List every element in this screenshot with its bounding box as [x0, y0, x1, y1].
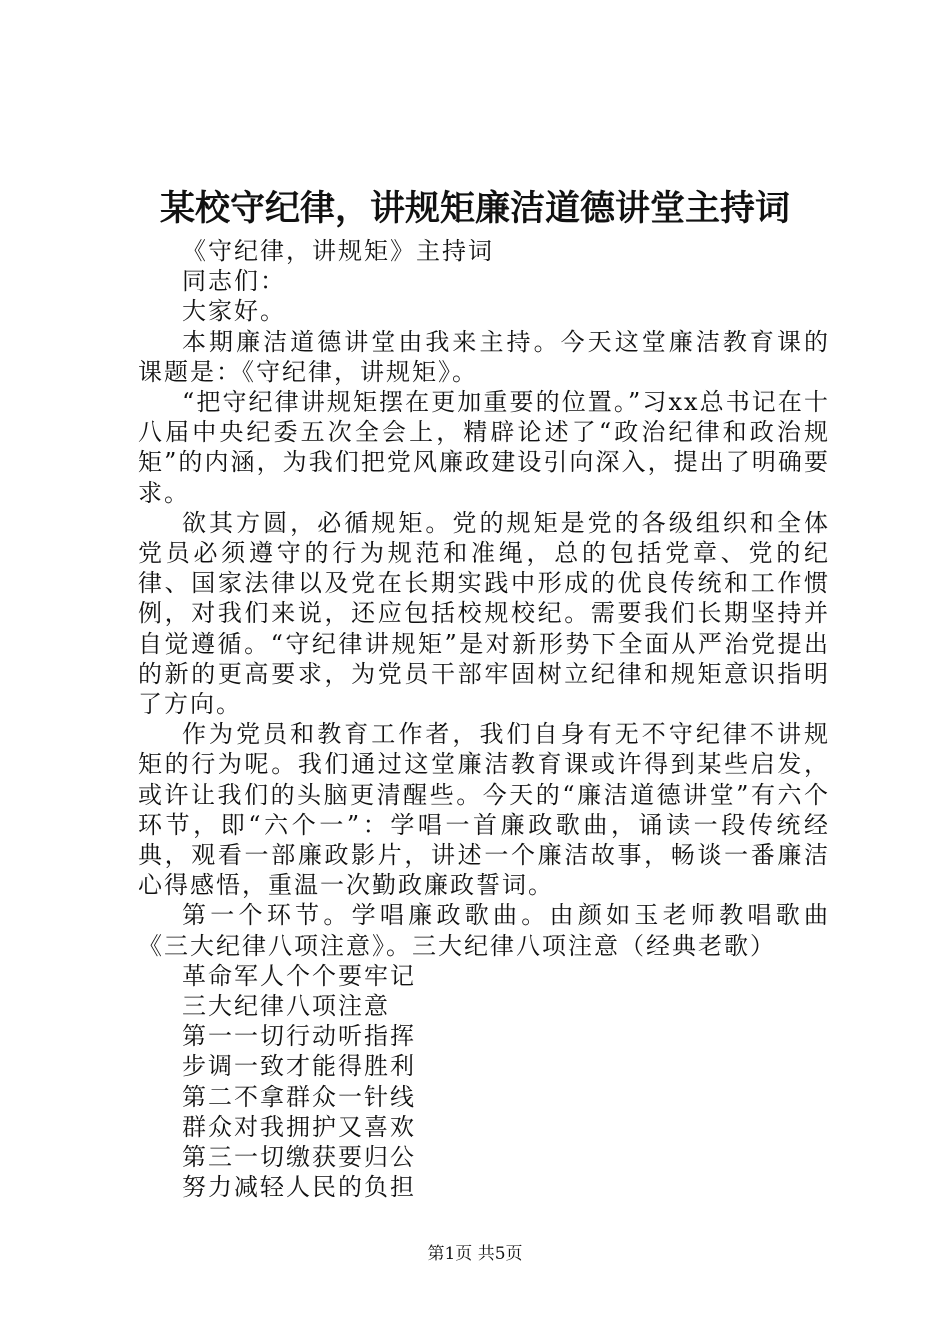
lyric-line: 第一一切行动听指挥	[182, 1022, 416, 1051]
paragraph: 大家好。	[182, 297, 286, 326]
lyric-line: 群众对我拥护又喜欢	[182, 1112, 416, 1141]
lyric-line: 步调一致才能得胜利	[182, 1052, 416, 1081]
document-body	[138, 236, 830, 1203]
paragraph: 欲其方圆，必循规矩。党的规矩是党的各级组织和全体党员必须遵守的行为规范和准绳，总的包括党章、党的纪律、国家法律以及党在长期实践中形成的优良传统和工作惯例，对我们来说，还应包括校规校纪。需要我们长期坚持并自觉遵循。“守纪律讲规矩”是对新形势下全面从严治党提出的新的更高要求，为党员干部牢固树立纪律和规矩意识指明了方向。	[138, 508, 830, 719]
paragraph: 第一个环节。学唱廉政歌曲。由颜如玉老师教唱歌曲《三大纪律八项注意》。三大纪律八项注意（经典老歌）	[138, 901, 830, 960]
paragraph: 《守纪律，讲规矩》主持词	[182, 237, 494, 265]
lyric-line: 努力减轻人民的负担	[182, 1173, 416, 1202]
paragraph: “把守纪律讲规矩摆在更加重要的位置。”习xx总书记在十八届中央纪委五次全会上，精辟论述了“政治纪律和政治规矩”的内涵，为我们把党风廉政建设引向深入，提出了明确要求。	[138, 388, 830, 507]
page-footer: 第1页 共5页	[427, 1244, 523, 1264]
lyric-line: 三大纪律八项注意	[182, 992, 390, 1021]
lyric-line: 第二不拿群众一针线	[182, 1082, 416, 1111]
lyric-line: 第三一切缴获要归公	[182, 1143, 416, 1172]
paragraph: 本期廉洁道德讲堂由我来主持。今天这堂廉洁教育课的课题是：《守纪律，讲规矩》。	[138, 327, 830, 386]
lyric-line: 革命军人个个要牢记	[182, 961, 416, 990]
paragraph: 同志们：	[182, 267, 286, 296]
paragraph: 作为党员和教育工作者，我们自身有无不守纪律不讲规矩的行为呢。我们通过这堂廉洁教育课或许得到某些启发，或许让我们的头脑更清醒些。今天的“廉洁道德讲堂”有六个环节，即“六个一”：学唱一首廉政歌曲，诵读一段传统经典，观看一部廉政影片，讲述一个廉洁故事，畅谈一番廉洁心得感悟，重温一次勤政廉政誓词。	[138, 720, 830, 900]
document-title: 某校守纪律，讲规矩廉洁道德讲堂主持词	[159, 188, 790, 229]
